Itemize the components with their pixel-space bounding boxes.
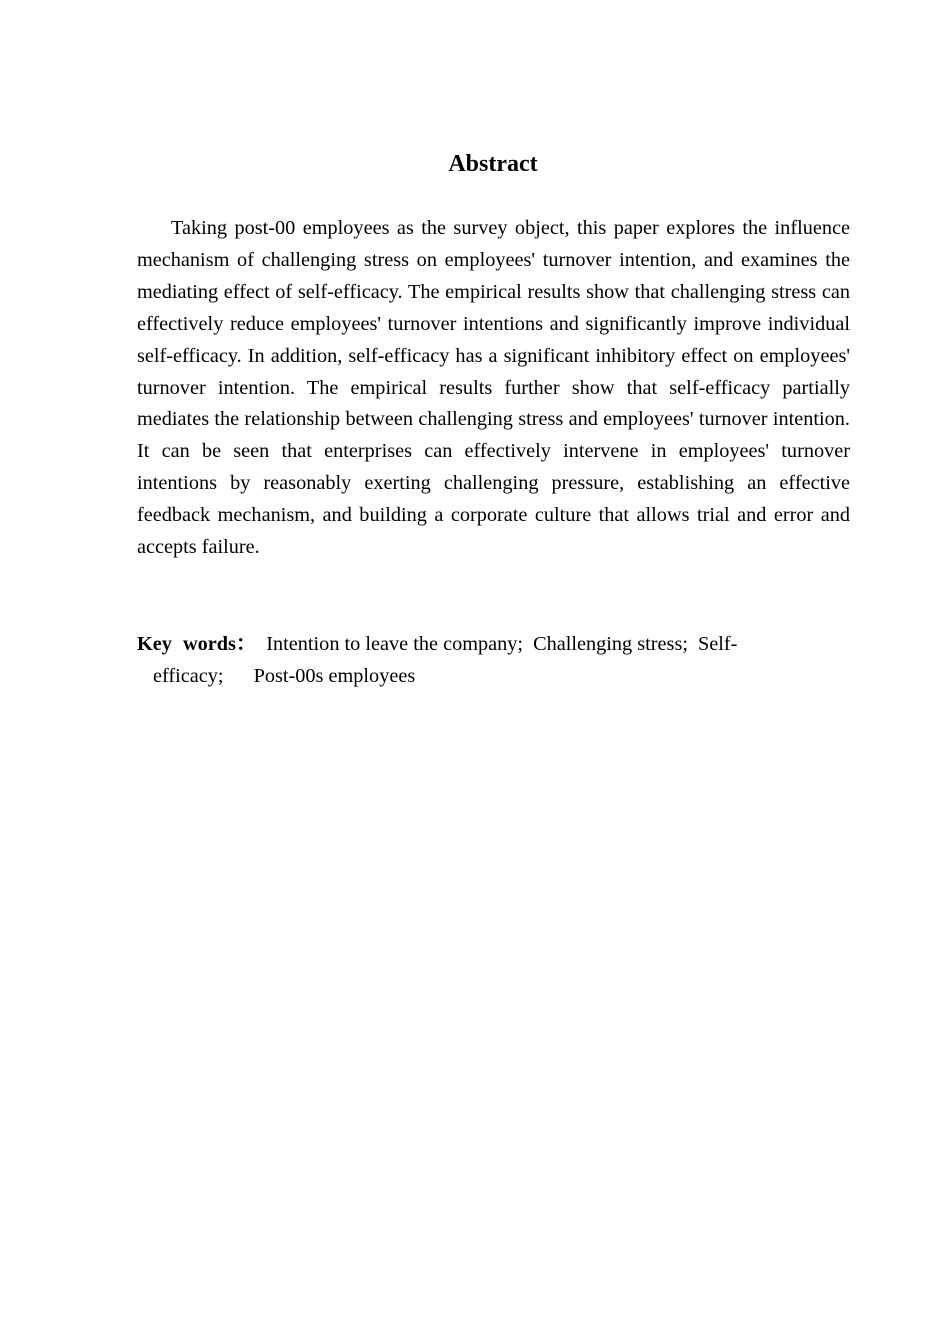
keyword-item: Challenging stress;: [533, 633, 688, 655]
keyword-item: Intention to leave the company;: [266, 633, 524, 655]
keywords-line-1: [137, 628, 850, 660]
keywords-label: Key words：: [137, 633, 257, 655]
keywords-section: [137, 628, 850, 692]
abstract-heading: Abstract: [448, 151, 538, 177]
keyword-item: Self-: [697, 633, 738, 655]
abstract-paragraph: Taking post-00 employees as the survey object, this paper explores the influence mechanism of challenging stress on employees' turnover intention, and examines the mediating effect of self-efficacy. The empirical results show that challenging stress can effectively reduce employees' turnover intentions and significantly improve individual self-efficacy. In addition, self-efficacy has a significant inhibitory effect on employees' turnover intention. The empirical results further show that self-efficacy partially mediates the relationship between challenging stress and employees' turnover intention. It can be seen that enterprises can effectively intervene in employees' turnover intentions by reasonably exerting challenging pressure, establishing an effective feedback mechanism, and building a corporate culture that allows trial and error and accepts failure.: [137, 217, 850, 559]
keyword-item: efficacy;: [153, 665, 224, 687]
keyword-item: Post-00s employees: [253, 665, 416, 687]
keywords-line-2: [137, 660, 850, 692]
